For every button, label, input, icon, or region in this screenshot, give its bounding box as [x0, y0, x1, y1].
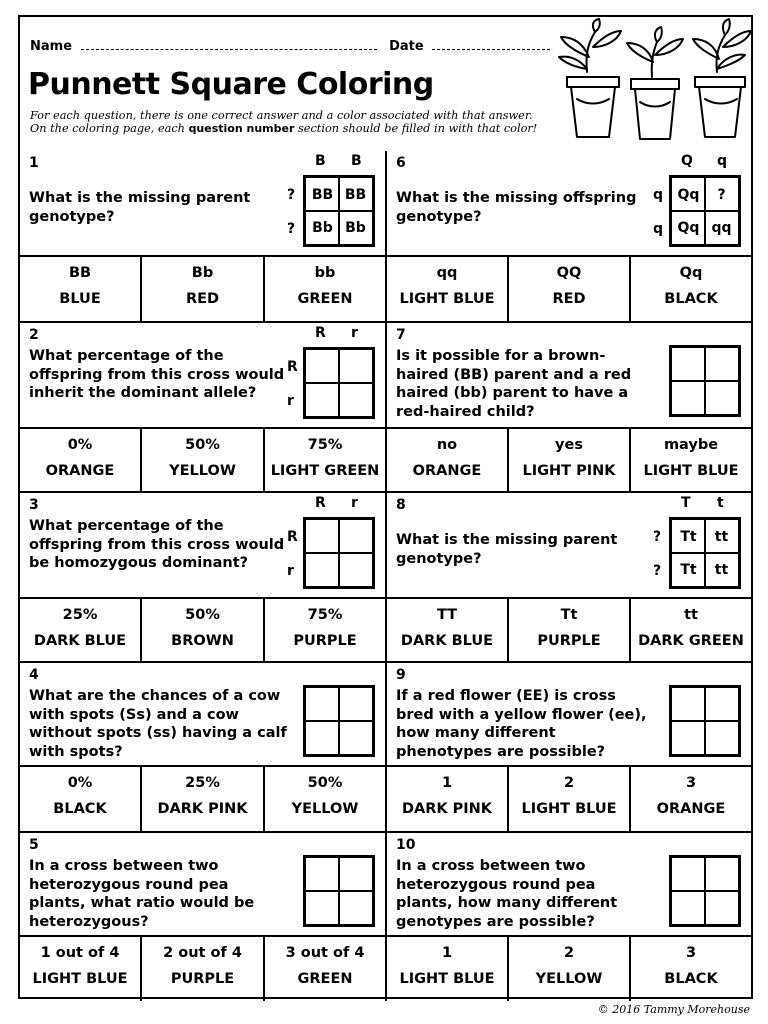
punnett-square — [303, 685, 375, 757]
punnett-cell — [705, 348, 738, 381]
answer-value: 75% — [307, 437, 343, 453]
question-number: 6 — [396, 155, 406, 171]
punnett-cell — [306, 688, 339, 721]
question-row — [20, 321, 751, 427]
instruction-line-1: For each question, there is one correct answer and a color associated with that answer. — [30, 109, 533, 122]
answer-value: no — [436, 437, 458, 453]
answer-value: 3 — [685, 775, 697, 791]
punnett-cell — [306, 520, 339, 553]
name-field[interactable] — [81, 39, 377, 50]
punnett-cell — [705, 381, 738, 414]
punnett-cell — [306, 891, 339, 924]
answer-color: PURPLE — [537, 633, 601, 649]
punnett-cell — [672, 858, 705, 891]
punnett-side-allele: r — [287, 563, 294, 579]
question-text: If a red flower (EE) is cross bred with a yellow flower (ee), how many different phenotypes are possible? — [396, 688, 647, 760]
answer-choice — [631, 937, 751, 1001]
question-number: 5 — [29, 837, 39, 853]
answer-color: RED — [552, 291, 586, 307]
answer-choice — [20, 257, 142, 321]
answer-value: 2 — [563, 945, 575, 961]
answer-value: yes — [555, 437, 583, 453]
punnett-cell: Qq — [677, 219, 700, 236]
answer-choice — [631, 429, 751, 491]
answer-value: 25% — [185, 775, 220, 791]
copyright: © 2016 Tammy Morehouse — [597, 1003, 750, 1016]
answer-choice — [265, 599, 387, 661]
answer-color: ORANGE — [45, 463, 115, 479]
question-number: 9 — [396, 667, 406, 683]
question-cell-1 — [20, 151, 387, 255]
answer-value: 3 out of 4 — [285, 945, 365, 961]
answer-color: DARK BLUE — [400, 633, 494, 649]
punnett-top-allele: T — [681, 495, 691, 511]
punnett-top-allele: R — [315, 495, 326, 511]
instruction-line-2: On the coloring page, each question number section should be filled in with that color! — [30, 122, 538, 135]
answer-value: qq — [436, 265, 458, 281]
question-number: 7 — [396, 327, 406, 343]
answer-color: LIGHT PINK — [522, 463, 616, 479]
punnett-cell — [306, 721, 339, 754]
punnett-cell — [705, 688, 738, 721]
answer-value: tt — [684, 607, 698, 623]
answer-row — [20, 935, 751, 1001]
answer-color: ORANGE — [656, 801, 726, 817]
answer-choice — [509, 937, 631, 1001]
answer-value: Bb — [191, 265, 214, 281]
question-text: In a cross between two heterozygous round pea plants, what ratio would be heterozygous? — [29, 858, 255, 930]
question-cell-2 — [20, 323, 387, 427]
answer-color: LIGHT BLUE — [643, 463, 739, 479]
answer-value: Tt — [560, 607, 578, 623]
question-cell-5 — [20, 833, 387, 935]
punnett-side-allele: R — [287, 529, 298, 545]
punnett-side-allele: ? — [653, 563, 662, 579]
punnett-square — [669, 855, 741, 927]
answer-choice — [142, 599, 265, 661]
punnett-cell — [339, 891, 372, 924]
question-number-emphasis: question number — [188, 122, 295, 135]
answer-choice — [509, 767, 631, 831]
question-row — [20, 491, 751, 597]
answer-color: DARK PINK — [157, 801, 248, 817]
answer-value: 1 — [441, 775, 453, 791]
punnett-cell: Tt — [680, 528, 697, 545]
question-cell-9 — [387, 663, 751, 765]
answer-color: LIGHT BLUE — [521, 801, 617, 817]
punnett-cell — [339, 721, 372, 754]
punnett-top-allele: t — [717, 495, 724, 511]
punnett-cell — [339, 688, 372, 721]
answer-value: 3 — [685, 945, 697, 961]
answer-choice — [387, 767, 509, 831]
answer-value: 50% — [185, 607, 220, 623]
punnett-cell — [672, 348, 705, 381]
punnett-square — [669, 685, 741, 757]
punnett-cell — [339, 350, 372, 383]
answer-value: 50% — [185, 437, 220, 453]
date-label: Date — [389, 39, 424, 54]
punnett-cell — [339, 383, 372, 416]
punnett-side-allele: ? — [287, 221, 296, 237]
answer-choice — [265, 257, 387, 321]
answer-value: 2 — [563, 775, 575, 791]
answer-color: BROWN — [171, 633, 234, 649]
answer-color: LIGHT BLUE — [32, 971, 128, 987]
potted-plants-illustration — [547, 17, 753, 149]
answer-row — [20, 597, 751, 661]
punnett-cell: tt — [714, 528, 729, 545]
question-text: What is the missing parent genotype? — [29, 190, 251, 225]
answer-choice — [631, 599, 751, 661]
answer-choice — [387, 937, 509, 1001]
date-field[interactable] — [432, 39, 550, 50]
answer-choice — [509, 257, 631, 321]
page-title: Punnett Square Coloring — [28, 67, 434, 102]
answer-value: 0% — [67, 437, 93, 453]
answer-value: TT — [436, 607, 458, 623]
name-date-line — [30, 39, 550, 54]
answer-value: maybe — [663, 437, 719, 453]
answer-color: PURPLE — [293, 633, 357, 649]
punnett-cell — [339, 520, 372, 553]
punnett-cell: ? — [717, 186, 726, 203]
answer-choice — [20, 767, 142, 831]
question-cell-7 — [387, 323, 751, 427]
punnett-cell: BB — [311, 186, 334, 203]
answer-row — [20, 765, 751, 831]
question-text: What are the chances of a cow with spots (Ss) and a cow without spots (ss) having a calf with spots? — [29, 688, 287, 760]
answer-color: BLUE — [59, 291, 101, 307]
answer-choice — [509, 599, 631, 661]
punnett-cell: Bb — [345, 219, 366, 236]
answer-value: 1 out of 4 — [40, 945, 120, 961]
punnett-cell — [705, 721, 738, 754]
punnett-top-allele: r — [351, 325, 358, 341]
answer-color: DARK GREEN — [638, 633, 744, 649]
question-text: Is it possible for a brown-haired (BB) parent and a red haired (bb) parent to have a red-haired child? — [396, 348, 632, 420]
answer-choice — [20, 429, 142, 491]
answer-value: 0% — [67, 775, 93, 791]
question-number: 2 — [29, 327, 39, 343]
question-cell-3 — [20, 493, 387, 597]
answer-value: Qq — [679, 265, 703, 281]
question-number: 3 — [29, 497, 39, 513]
answer-color: GREEN — [297, 291, 353, 307]
punnett-top-allele: B — [315, 153, 326, 169]
worksheet — [18, 15, 753, 999]
answer-value: bb — [314, 265, 336, 281]
question-text: What is the missing parent genotype? — [396, 532, 618, 567]
answer-color: BLACK — [53, 801, 107, 817]
answer-value: 25% — [62, 607, 98, 623]
answer-value: BB — [68, 265, 92, 281]
question-text: What percentage of the offspring from this cross would be homozygous dominant? — [29, 518, 285, 571]
question-row — [20, 151, 751, 255]
answer-choice — [142, 429, 265, 491]
answer-choice — [20, 937, 142, 1001]
punnett-cell — [306, 350, 339, 383]
question-row — [20, 831, 751, 935]
answer-choice — [265, 429, 387, 491]
answer-color: RED — [185, 291, 220, 307]
answer-color: DARK PINK — [401, 801, 493, 817]
answer-row — [20, 255, 751, 321]
punnett-square — [669, 517, 741, 589]
punnett-cell: qq — [711, 219, 732, 236]
punnett-square — [303, 855, 375, 927]
question-cell-6 — [387, 151, 751, 255]
punnett-side-allele: R — [287, 359, 298, 375]
question-text: What is the missing offspring genotype? — [396, 190, 637, 225]
answer-color: YELLOW — [291, 801, 359, 817]
answer-choice — [142, 937, 265, 1001]
punnett-cell — [705, 858, 738, 891]
answer-choice — [387, 257, 509, 321]
punnett-side-allele: ? — [653, 529, 662, 545]
question-row — [20, 661, 751, 765]
punnett-cell — [306, 383, 339, 416]
question-cell-4 — [20, 663, 387, 765]
question-text: What percentage of the offspring from this cross would inherit the dominant allele? — [29, 348, 285, 401]
answer-color: BLACK — [664, 291, 718, 307]
answer-choice — [509, 429, 631, 491]
punnett-square — [303, 517, 375, 589]
answer-value: 1 — [441, 945, 453, 961]
punnett-square — [669, 345, 741, 417]
question-number: 10 — [396, 837, 416, 853]
punnett-cell — [306, 553, 339, 586]
punnett-cell — [339, 858, 372, 891]
punnett-top-allele: R — [315, 325, 326, 341]
answer-value: 2 out of 4 — [163, 945, 242, 961]
question-number: 8 — [396, 497, 406, 513]
answer-choice — [265, 767, 387, 831]
answer-color: DARK BLUE — [33, 633, 127, 649]
answer-color: PURPLE — [170, 971, 235, 987]
punnett-cell — [672, 381, 705, 414]
punnett-cell — [306, 858, 339, 891]
punnett-cell — [672, 688, 705, 721]
question-cell-8 — [387, 493, 751, 597]
answer-choice — [631, 767, 751, 831]
punnett-side-allele: q — [653, 187, 664, 203]
punnett-square — [669, 175, 741, 247]
punnett-cell: Bb — [312, 219, 333, 236]
answer-choice — [265, 937, 387, 1001]
punnett-square — [303, 347, 375, 419]
punnett-top-allele: r — [351, 495, 358, 511]
punnett-cell: Qq — [677, 186, 700, 203]
punnett-cell — [672, 891, 705, 924]
question-text: In a cross between two heterozygous round pea plants, how many different genotypes are possible? — [396, 858, 618, 930]
question-cell-10 — [387, 833, 751, 935]
name-label: Name — [30, 39, 73, 54]
answer-value: QQ — [556, 265, 582, 281]
answer-value: 50% — [307, 775, 343, 791]
punnett-top-allele: Q — [681, 153, 693, 169]
punnett-cell — [672, 721, 705, 754]
worksheet-header — [20, 17, 751, 151]
punnett-cell: Tt — [680, 561, 697, 578]
answer-choice — [631, 257, 751, 321]
answer-choice — [387, 429, 509, 491]
answer-value: 75% — [307, 607, 343, 623]
answer-color: ORANGE — [412, 463, 482, 479]
answer-choice — [142, 257, 265, 321]
punnett-side-allele: q — [653, 221, 664, 237]
answer-color: BLACK — [664, 971, 718, 987]
punnett-cell: BB — [344, 186, 367, 203]
question-number: 1 — [29, 155, 39, 171]
answer-color: YELLOW — [535, 971, 603, 987]
punnett-side-allele: r — [287, 393, 294, 409]
punnett-top-allele: B — [351, 153, 362, 169]
instructions — [30, 109, 550, 135]
punnett-square — [303, 175, 375, 247]
question-number: 4 — [29, 667, 39, 683]
punnett-cell — [705, 891, 738, 924]
answer-row — [20, 427, 751, 491]
answer-choice — [387, 599, 509, 661]
answer-color: GREEN — [297, 971, 353, 987]
answer-choice — [142, 767, 265, 831]
punnett-side-allele: ? — [287, 187, 296, 203]
answer-color: YELLOW — [169, 463, 236, 479]
answer-color: LIGHT BLUE — [399, 291, 495, 307]
answer-choice — [20, 599, 142, 661]
punnett-cell — [339, 553, 372, 586]
punnett-cell: tt — [714, 561, 729, 578]
answer-color: LIGHT GREEN — [270, 463, 380, 479]
punnett-top-allele: q — [717, 153, 728, 169]
answer-color: LIGHT BLUE — [399, 971, 495, 987]
